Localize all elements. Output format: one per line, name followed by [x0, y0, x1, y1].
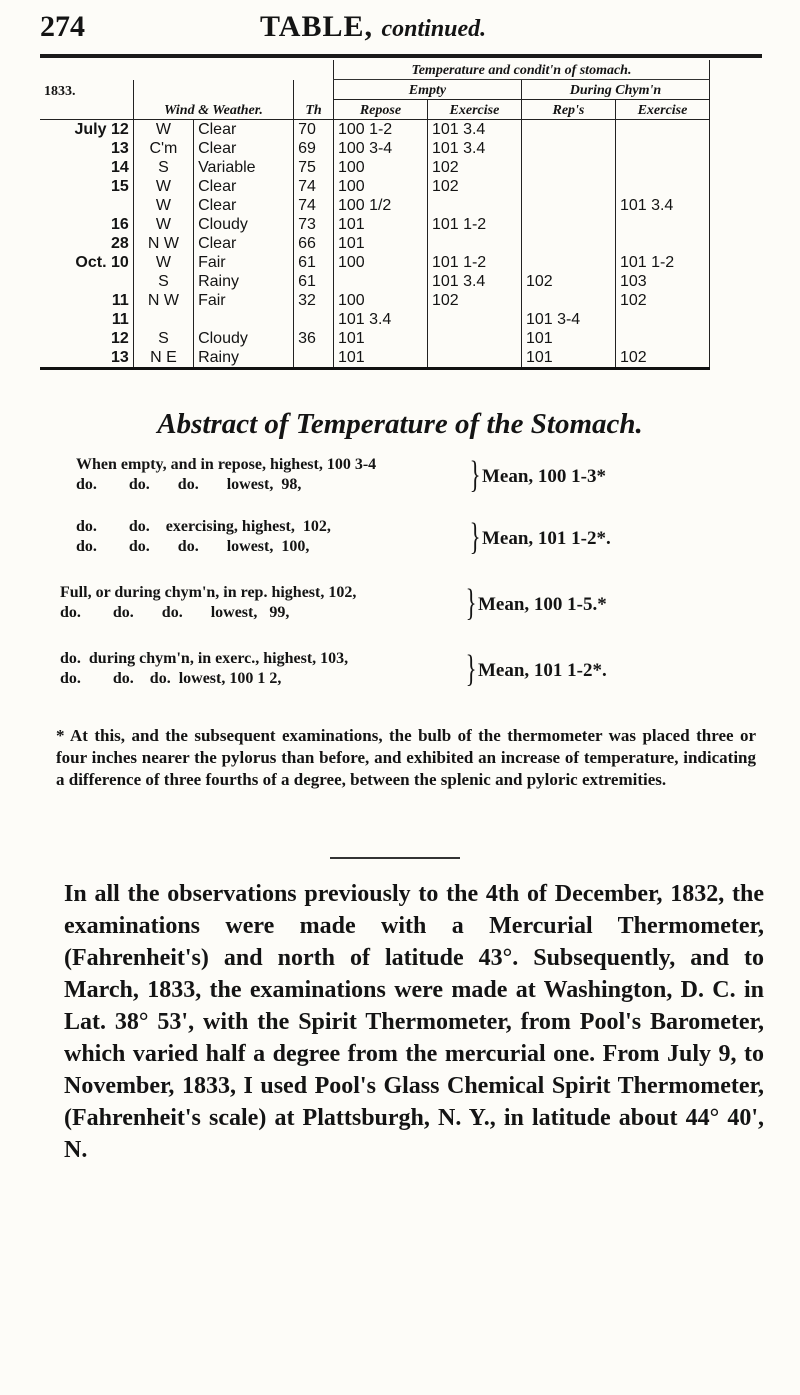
- cell-chym-ex: [615, 329, 709, 348]
- abstract-line: Full, or during chym'n, in rep. highest, 102,: [60, 584, 357, 601]
- cell-weather: Clear: [194, 234, 294, 253]
- col-empty: Empty: [333, 80, 521, 100]
- cell-chym-rep: 101 3-4: [521, 310, 615, 329]
- divider: [330, 857, 460, 859]
- cell-th: 73: [294, 215, 334, 234]
- abstract-line: do. do. do. lowest, 98,: [76, 476, 302, 493]
- abstract-line: do. do. do. lowest, 100,: [76, 538, 310, 555]
- cell-wind: W: [133, 215, 193, 234]
- brace-icon: }: [465, 582, 477, 624]
- abstract-line: do. do. exercising, highest, 102,: [76, 518, 331, 535]
- col-th: Th: [294, 100, 334, 120]
- cell-th: 36: [294, 329, 334, 348]
- cell-weather: Rainy: [194, 348, 294, 369]
- abstract-group: [76, 456, 796, 498]
- abstract-line: do. do. do. lowest, 99,: [60, 604, 290, 621]
- cell-exercise: 101 1-2: [427, 215, 521, 234]
- title-text: TABLE,: [260, 10, 373, 43]
- cell-chym-ex: [615, 177, 709, 196]
- running-title: [260, 10, 486, 44]
- cell-exercise: 101 3.4: [427, 139, 521, 158]
- col-repose: Repose: [333, 100, 427, 120]
- cell-chym-rep: [521, 139, 615, 158]
- cell-weather: Variable: [194, 158, 294, 177]
- cell-th: 32: [294, 291, 334, 310]
- cell-wind: S: [133, 158, 193, 177]
- cell-date: 11: [111, 311, 129, 328]
- cell-chym-rep: 101: [521, 329, 615, 348]
- cell-chym-ex: [615, 139, 709, 158]
- col-during-chym: During Chym'n: [521, 80, 709, 100]
- cell-chym-rep: [521, 158, 615, 177]
- cell-exercise: [427, 329, 521, 348]
- cell-weather: Clear: [194, 120, 294, 140]
- abstract-title: Abstract of Temperature of the Stomach.: [157, 408, 643, 440]
- table-caption: Temperature and condit'n of stomach.: [333, 60, 709, 80]
- cell-repose: 100 3-4: [333, 139, 427, 158]
- table-row: [40, 253, 710, 272]
- cell-chym-rep: [521, 234, 615, 253]
- cell-chym-rep: [521, 291, 615, 310]
- cell-repose: 101 3.4: [333, 310, 427, 329]
- cell-exercise: [427, 234, 521, 253]
- cell-chym-ex: 102: [615, 348, 709, 369]
- brace-icon: }: [469, 454, 481, 496]
- abstract-line: When empty, and in repose, highest, 100 3-4: [76, 456, 377, 473]
- abstract-mean: Mean, 100 1-5.*: [478, 594, 607, 615]
- table-row: [40, 215, 710, 234]
- table-row: [40, 196, 710, 215]
- abstract-line: do. do. do. lowest, 100 1 2,: [60, 670, 282, 687]
- cell-repose: 100: [333, 177, 427, 196]
- cell-th: 66: [294, 234, 334, 253]
- cell-repose: 100: [333, 158, 427, 177]
- cell-th: 75: [294, 158, 334, 177]
- cell-repose: 100: [333, 291, 427, 310]
- cell-weather: Clear: [194, 196, 294, 215]
- cell-repose: 100 1/2: [333, 196, 427, 215]
- cell-date: 14: [110, 159, 129, 176]
- cell-date: July 12: [74, 121, 129, 138]
- table-row: [40, 120, 710, 140]
- cell-date: 11: [111, 292, 129, 309]
- cell-th: 61: [294, 253, 334, 272]
- abstract-group: [60, 584, 780, 626]
- cell-weather: Cloudy: [194, 329, 294, 348]
- cell-repose: 101: [333, 348, 427, 369]
- col-exercise-chym: Exercise: [615, 100, 709, 120]
- col-rep: Rep's: [521, 100, 615, 120]
- cell-th: [294, 310, 334, 329]
- table-row: [40, 139, 710, 158]
- table-row: [40, 272, 710, 291]
- abstract-mean: Mean, 101 1-2*.: [478, 660, 607, 681]
- table-row: [40, 310, 710, 329]
- col-exercise: Exercise: [427, 100, 521, 120]
- cell-chym-ex: 101 1-2: [615, 253, 709, 272]
- observation-table: [40, 60, 710, 370]
- cell-weather: Clear: [194, 177, 294, 196]
- cell-chym-ex: [615, 234, 709, 253]
- cell-th: 69: [294, 139, 334, 158]
- table-row: [40, 291, 710, 310]
- cell-chym-ex: 103: [615, 272, 709, 291]
- cell-date: 13: [110, 140, 129, 157]
- brace-icon: }: [469, 516, 481, 558]
- cell-date: 12: [110, 330, 129, 347]
- cell-date: 28: [110, 235, 129, 252]
- cell-repose: 100 1-2: [333, 120, 427, 140]
- cell-wind: N W: [133, 291, 193, 310]
- cell-chym-ex: [615, 158, 709, 177]
- cell-repose: 101: [333, 234, 427, 253]
- cell-th: [294, 348, 334, 369]
- cell-exercise: 102: [427, 158, 521, 177]
- year-label: 1833.: [44, 83, 76, 99]
- cell-chym-ex: 102: [615, 291, 709, 310]
- cell-wind: [133, 310, 193, 329]
- cell-repose: 101: [333, 215, 427, 234]
- cell-th: 70: [294, 120, 334, 140]
- cell-th: 74: [294, 196, 334, 215]
- table-row: [40, 177, 710, 196]
- cell-exercise: 102: [427, 177, 521, 196]
- cell-exercise: 101 1-2: [427, 253, 521, 272]
- cell-exercise: [427, 348, 521, 369]
- cell-weather: Rainy: [194, 272, 294, 291]
- cell-date: [40, 196, 133, 215]
- brace-icon: }: [465, 648, 477, 690]
- cell-repose: 100: [333, 253, 427, 272]
- abstract-group: [76, 518, 796, 560]
- cell-wind: W: [133, 177, 193, 196]
- running-head: [40, 10, 762, 58]
- page-number: 274: [40, 10, 85, 43]
- cell-th: 61: [294, 272, 334, 291]
- abstract-group: [60, 650, 780, 692]
- cell-chym-ex: 101 3.4: [615, 196, 709, 215]
- body-paragraph: In all the observations previously to the 4th of December, 1832, the examinations were made with a Mercurial Thermometer, (Fahrenheit's) and north of latitude 43°. Subsequently, and to March, 1833, the examinations were made at Washington, D. C. in Lat. 38° 53', with the Spirit Thermometer, from Pool's Barometer, which varied half a degree from the mercurial one. From July 9, to November, 1833, I used Pool's Glass Chemical Spirit Thermometer, (Fahrenheit's scale) at Plattsburgh, N. Y., in latitude about 44° 40', N.: [64, 881, 764, 1163]
- cell-chym-ex: [615, 310, 709, 329]
- cell-wind: S: [133, 329, 193, 348]
- table-row: [40, 234, 710, 253]
- cell-wind: N E: [133, 348, 193, 369]
- cell-chym-rep: [521, 196, 615, 215]
- cell-wind: N W: [133, 234, 193, 253]
- cell-wind: W: [133, 120, 193, 140]
- cell-th: 74: [294, 177, 334, 196]
- abstract-line: do. during chym'n, in exerc., highest, 103,: [60, 650, 349, 667]
- cell-chym-rep: 101: [521, 348, 615, 369]
- table-row: [40, 329, 710, 348]
- cell-wind: W: [133, 253, 193, 272]
- table-row: [40, 158, 710, 177]
- table-row: [40, 348, 710, 369]
- cell-weather: Clear: [194, 139, 294, 158]
- cell-weather: Fair: [194, 291, 294, 310]
- cell-exercise: 101 3.4: [427, 272, 521, 291]
- cell-date: [40, 272, 133, 291]
- col-wind-weather: Wind & Weather.: [133, 100, 293, 120]
- cell-wind: S: [133, 272, 193, 291]
- abstract-mean: Mean, 101 1-2*.: [482, 528, 611, 549]
- cell-weather: Fair: [194, 253, 294, 272]
- cell-exercise: [427, 196, 521, 215]
- cell-weather: Cloudy: [194, 215, 294, 234]
- cell-chym-rep: [521, 120, 615, 140]
- cell-repose: [333, 272, 427, 291]
- cell-repose: 101: [333, 329, 427, 348]
- cell-date: 15: [110, 178, 129, 195]
- cell-wind: C'm: [133, 139, 193, 158]
- cell-chym-ex: [615, 120, 709, 140]
- cell-chym-rep: [521, 215, 615, 234]
- cell-weather: [194, 310, 294, 329]
- cell-exercise: [427, 310, 521, 329]
- cell-exercise: 102: [427, 291, 521, 310]
- cell-date: 13: [40, 348, 133, 369]
- cell-date: 16: [110, 216, 129, 233]
- cell-chym-ex: [615, 215, 709, 234]
- cell-date: Oct. 10: [75, 254, 129, 271]
- cell-exercise: 101 3.4: [427, 120, 521, 140]
- cell-chym-rep: 102: [521, 272, 615, 291]
- cell-chym-rep: [521, 177, 615, 196]
- title-suffix: continued.: [381, 16, 487, 42]
- cell-wind: W: [133, 196, 193, 215]
- abstract-mean: Mean, 100 1-3*: [482, 466, 607, 487]
- footnote: * At this, and the subsequent examinations, the bulb of the thermometer was placed three or four inches nearer the pylorus than before, and exhibited an increase of temperature, indicating a difference of three fourths of a degree, between the splenic and pyloric extremities.: [56, 726, 756, 789]
- cell-chym-rep: [521, 253, 615, 272]
